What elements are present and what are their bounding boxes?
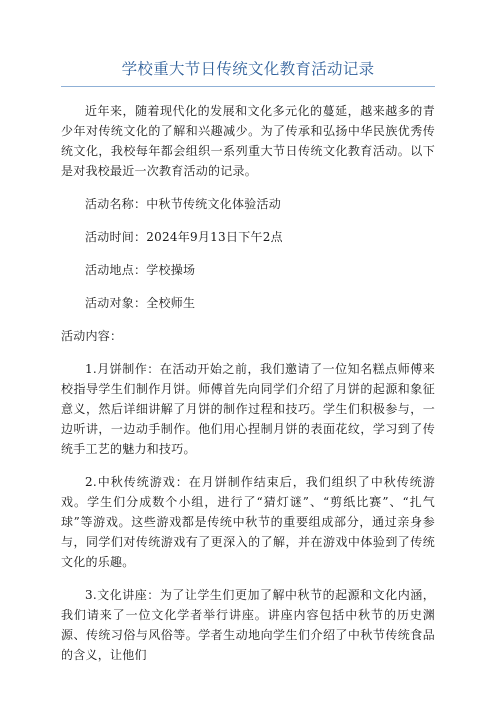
activity-audience: 活动对象：全校师生 [85,296,196,310]
activity-content-heading: 活动内容： [61,329,123,343]
activity-time: 活动时间：2024年9月13日下午2点 [85,230,283,244]
activity-name: 活动名称：中秋节传统文化体验活动 [85,197,282,211]
content-item-lecture: 3.文化讲座：为了让学生们更加了解中秋节的起源和文化内涵，我们请来了一位文化学者举行讲座。讲座内容包括中秋节的历史渊源、传统习俗与风俗等。学者生动地向学生们介绍了中秋节传统食品的含义，让他们 [61,588,435,662]
document-body [61,101,435,665]
document-title: 学校重大节日传统文化教育活动记录 [121,60,375,78]
title-underline [61,86,435,87]
activity-location: 活动地点：学校操场 [85,263,196,277]
content-item-mooncake: 1.月饼制作：在活动开始之前，我们邀请了一位知名糕点师傅来校指导学生们制作月饼。师傅首先向同学们介绍了月饼的起源和象征意义，然后详细讲解了月饼的制作过程和技巧。学生们积极参与，一边听讲，一边动手制作。他们用心捏制月饼的表面花纹，学习到了传统手工艺的魅力和技巧。 [61,362,435,456]
intro-paragraph: 近年来，随着现代化的发展和文化多元化的蔓延，越来越多的青少年对传统文化的了解和兴趣减少。为了传承和弘扬中华民族优秀传统文化，我校每年都会组织一系列重大节日传统文化教育活动。以下是对我校最近一次教育活动的记录。 [61,104,435,178]
content-item-games: 2.中秋传统游戏：在月饼制作结束后，我们组织了中秋传统游戏。学生们分成数个小组，进行了“猜灯谜”、“剪纸比赛”、“扎气球”等游戏。这些游戏都是传统中秋节的重要组成部分，通过亲身参与，同学们对传统游戏有了更深入的了解，并在游戏中体验到了传统文化的乐趣。 [61,475,435,569]
